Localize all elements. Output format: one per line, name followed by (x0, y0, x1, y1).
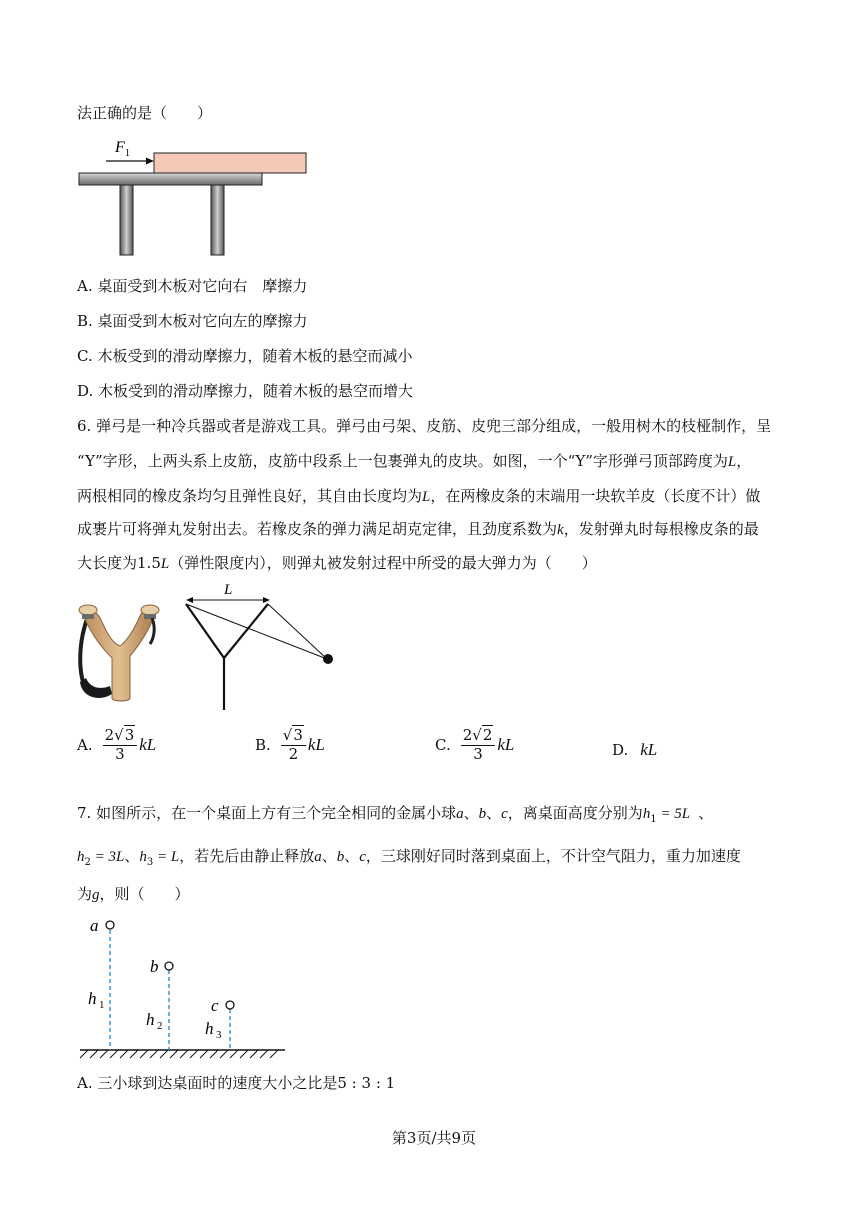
pellet (323, 654, 333, 664)
wooden-board (154, 153, 306, 173)
force-label: F (115, 139, 125, 156)
table-top (79, 173, 262, 185)
q5-option-a: A. 桌面受到木板对它向右 摩擦力 (77, 277, 308, 295)
q6-option-b: B. $\frac{√3}{2}$ kL (255, 726, 325, 763)
q5-option-b: B. 桌面受到木板对它向左的摩擦力 (77, 312, 308, 330)
q7-line-3: 为g，则（ ） (77, 885, 190, 903)
q6-option-d: D. kL (612, 740, 658, 759)
span-label: L (224, 582, 233, 598)
q6-line-5: 大长度为1.5L（弹性限度内），则弹丸被发射过程中所受的最大弹力为（ ） (77, 554, 597, 572)
ground-hatch (80, 1050, 278, 1058)
q7-option-a: A. 三小球到达桌面时的速度大小之比是5 : 3 : 1 (77, 1074, 396, 1092)
table-leg-left (120, 185, 133, 255)
force-arrow-head (146, 158, 154, 165)
label-c: c (211, 996, 219, 1015)
ball-a (106, 921, 114, 929)
ball-b (165, 962, 173, 970)
svg-text:1: 1 (99, 999, 105, 1011)
svg-text:3: 3 (216, 1029, 222, 1041)
q6-line-2: “Y”字形，上两头系上皮筋，皮筋中段系上一包裹弹丸的皮块。如图，一个“Y”字形弹弓顶部跨度为L， (77, 452, 752, 470)
force-label-sub: 1 (125, 148, 130, 159)
ball-c (226, 1001, 234, 1009)
q7-line-2: $h_2 = 3L$、$h_3 = L$，若先后由静止释放a、b、c，三球刚好同时落到桌面上，不计空气阻力，重力加速度 (77, 847, 741, 868)
slingshot-picture (72, 598, 164, 706)
q6-option-a: A. $\frac{2√3}{3}$ kL (77, 726, 157, 763)
q7-line-1: 7. 如图所示，在一个桌面上方有三个完全相同的金属小球a、b、c，离桌面高度分别为$h_1 = 5L$ 、 (77, 804, 714, 825)
label-h1: h (88, 989, 97, 1008)
page-footer: 第3页/共9页 (391, 1129, 477, 1147)
q5-option-d: D. 木板受到的滑动摩擦力，随着木板的悬空而增大 (77, 382, 414, 400)
label-b: b (150, 957, 159, 976)
q5-option-c: C. 木板受到的滑动摩擦力，随着木板的悬空而减小 (77, 347, 413, 365)
label-h2: h (146, 1010, 155, 1029)
q6-line-4: 成裹片可将弹丸发射出去。若橡皮条的弹力满足胡克定律，且劲度系数为k，发射弹丸时每根橡皮条的最 (77, 520, 759, 538)
svg-text:2: 2 (157, 1020, 163, 1032)
label-h3: h (205, 1019, 214, 1038)
q6-line-3: 两根相同的橡皮条均匀且弹性良好，其自由长度均为L，在两橡皮条的末端用一块软羊皮（长度不计）做 (77, 487, 761, 505)
q5-stem-tail: 法正确的是（ ） (77, 104, 213, 122)
q5-figure-board-table (70, 132, 320, 262)
q7-falling-balls-figure (75, 912, 290, 1062)
label-a: a (90, 916, 99, 935)
table-leg-right (211, 185, 224, 255)
q6-slingshot-schematic (176, 578, 341, 713)
q6-line-1: 6. 弹弓是一种冷兵器或者是游戏工具。弹弓由弓架、皮筋、皮兜三部分组成，一般用树木的枝桠制作，呈 (77, 417, 772, 435)
q6-option-c: C. $\frac{2√2}{3}$ kL (435, 726, 515, 763)
